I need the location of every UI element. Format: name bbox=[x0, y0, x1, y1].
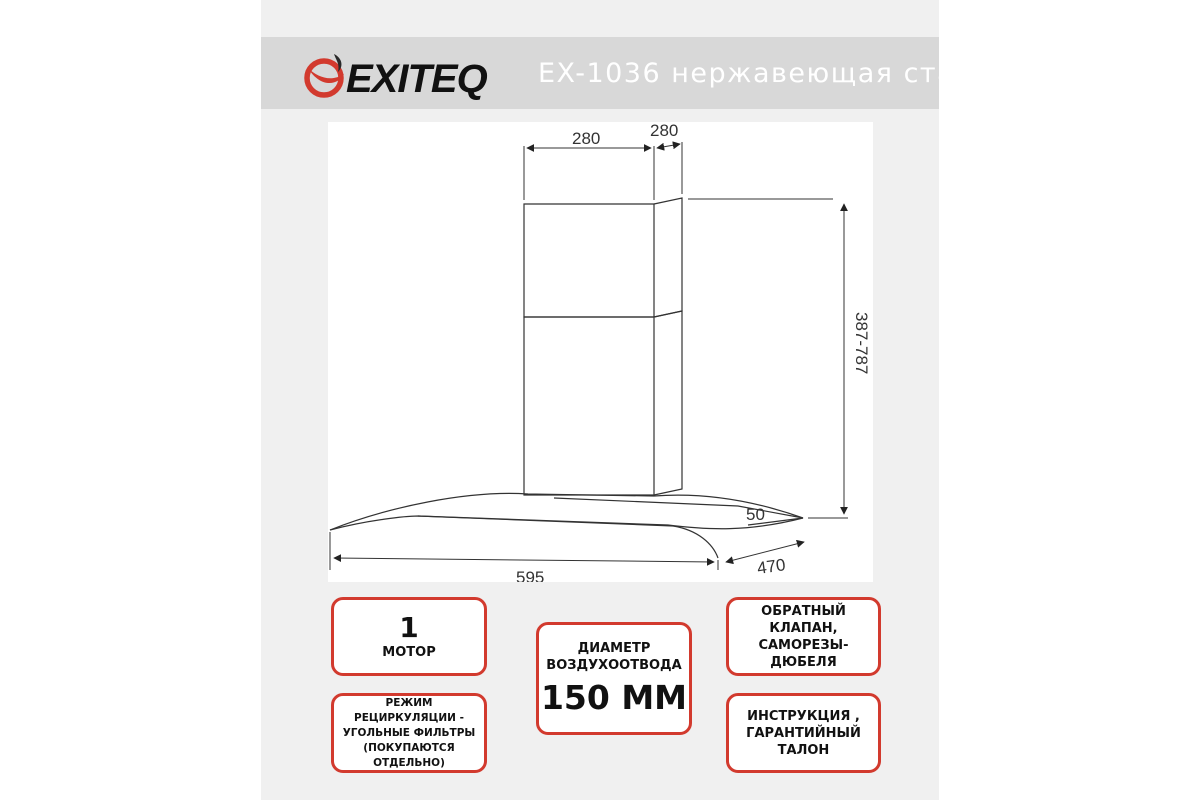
duct-lower-side bbox=[654, 311, 682, 495]
motor-count: 1 bbox=[399, 611, 419, 644]
outlet-diameter-value: 150 MM bbox=[540, 677, 688, 717]
docs-box bbox=[726, 693, 881, 773]
duct-lower bbox=[524, 317, 654, 495]
hood-body-side bbox=[554, 498, 803, 525]
label-width: 595 bbox=[516, 568, 545, 582]
duct-upper-side bbox=[654, 198, 682, 317]
label-duct-width: 280 bbox=[572, 129, 601, 148]
dim-width bbox=[334, 558, 714, 562]
dimension-drawing bbox=[328, 122, 873, 582]
recirculation-box bbox=[331, 693, 487, 773]
duct-upper bbox=[524, 204, 654, 317]
valve-label-line1: ОБРАТНЫЙ КЛАПАН, bbox=[761, 603, 846, 636]
docs-label-line2: ГАРАНТИЙНЫЙ ТАЛОН bbox=[746, 725, 861, 758]
outlet-diameter-box bbox=[536, 622, 692, 735]
valve-label-line2: САМОРЕЗЫ-ДЮБЕЛЯ bbox=[758, 637, 849, 670]
logo-wordmark: EXITEQ bbox=[346, 57, 487, 101]
label-duct-depth: 280 bbox=[650, 122, 679, 140]
hood-drawing bbox=[328, 122, 873, 582]
recirculation-label: РЕЖИМ РЕЦИРКУЛЯЦИИ - УГОЛЬНЫЕ ФИЛЬТРЫ (ПОКУПАЮТСЯ ОТДЕЛЬНО) bbox=[342, 696, 476, 769]
model-title: EX-1036 нержавеющая сталь bbox=[538, 58, 992, 89]
docs-label-line1: ИНСТРУКЦИЯ , bbox=[747, 708, 860, 724]
exiteq-logo bbox=[300, 48, 520, 106]
motor-label: МОТОР bbox=[382, 645, 436, 660]
hood-body-line bbox=[418, 516, 673, 526]
motor-box bbox=[331, 597, 487, 676]
outlet-label-line2: ВОЗДУХООТВОДА bbox=[546, 657, 682, 673]
hood-front-curve bbox=[673, 526, 718, 558]
valve-box bbox=[726, 597, 881, 676]
label-hood-thickness: 50 bbox=[746, 505, 765, 524]
label-depth: 470 bbox=[755, 555, 787, 578]
dim-duct-depth bbox=[657, 144, 680, 148]
hood-glass-edge bbox=[330, 516, 803, 530]
outlet-label-line1: ДИАМЕТР bbox=[577, 640, 651, 656]
label-height-range: 387-787 bbox=[852, 312, 871, 375]
